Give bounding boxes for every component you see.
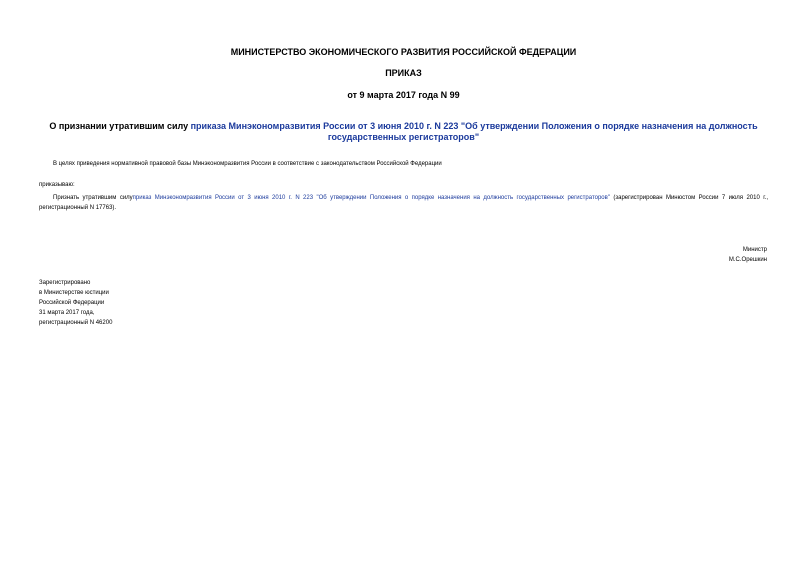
document-date-number: от 9 марта 2017 года N 99: [347, 90, 460, 100]
registration-line: Российской Федерации: [39, 300, 105, 306]
registration-line: Зарегистрировано: [39, 280, 91, 286]
signer-name: М.С.Орешкин: [728, 257, 767, 263]
document-type: ПРИКАЗ: [385, 68, 422, 78]
signature-block: [729, 245, 767, 265]
title-link[interactable]: приказа Минэкономразвития России от 3 июня 2010 г. N 223 "Об утверждении Положения о порядке назначения на должность государственных регистраторов": [190, 121, 758, 142]
ministry-heading: МИНИСТЕРСТВО ЭКОНОМИЧЕСКОГО РАЗВИТИЯ РОССИЙСКОЙ ФЕДЕРАЦИИ: [230, 47, 577, 57]
title-prefix: О признании утратившим силу: [49, 121, 191, 131]
paragraph-link[interactable]: приказ Минэкономразвития России от 3 июня 2010 г. N 223 "Об утверждении Положения о порядке назначения на должность государственных регистраторов": [132, 195, 610, 201]
registration-line: в Министерстве юстиции: [39, 290, 109, 296]
main-paragraph: [39, 193, 768, 213]
registration-line: 31 марта 2017 года,: [39, 310, 95, 316]
registration-line: регистрационный N 46200: [39, 320, 113, 326]
paragraph-prefix: Признать утратившим силу: [53, 195, 133, 201]
registration-block: [39, 278, 112, 328]
orders-word: приказываю:: [39, 182, 75, 188]
paragraph-suffix: (зарегистрирован Минюстом России 7 июля 2010 г., регистрационный N 17763).: [39, 195, 768, 211]
document-title: [40, 121, 767, 143]
basis-paragraph: В целях приведения нормативной правовой базы Минэкономразвития России в соответствие с законодательством Российской Федерации: [53, 161, 442, 167]
signer-position: Министр: [742, 247, 767, 253]
